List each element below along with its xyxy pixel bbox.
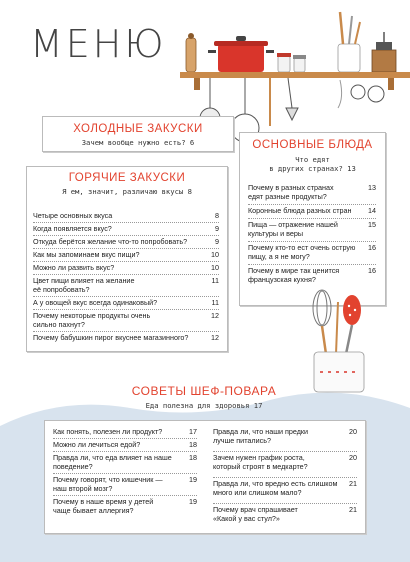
- divider: [213, 503, 357, 504]
- divider: [53, 495, 197, 496]
- shelf-board: [180, 72, 410, 78]
- toc-item-title: Правда ли, что вредно есть слишком много или слишком мало?: [213, 479, 338, 497]
- toc-item[interactable]: [248, 183, 376, 201]
- main-dishes-panel: [239, 132, 386, 306]
- divider: [248, 264, 376, 265]
- toc-item-page: 20: [349, 427, 357, 436]
- divider: [33, 274, 219, 275]
- toc-item-title: Почему врач спрашивает «Какой у вас стул?»: [213, 505, 298, 523]
- toc-item-title: Откуда берётся желание что-то попробовать?: [33, 237, 188, 246]
- divider: [33, 235, 219, 236]
- divider: [33, 309, 219, 310]
- toc-item[interactable]: [248, 206, 376, 215]
- divider: [248, 204, 376, 205]
- divider: [33, 331, 219, 332]
- toc-item[interactable]: [53, 427, 197, 436]
- utensil-jar-icon: [338, 12, 360, 72]
- toc-item[interactable]: [33, 298, 219, 307]
- toc-item-page: 14: [368, 206, 376, 215]
- toc-item-title: Пища — отражение нашей культуры и веры: [248, 220, 338, 238]
- divider: [53, 438, 197, 439]
- toc-item-title: Почему бабушкин пирог вкуснее магазинного?: [33, 333, 189, 342]
- hot-snacks-title: ГОРЯЧИЕ ЗАКУСКИ: [68, 172, 186, 184]
- toc-item-page: 11: [211, 276, 219, 285]
- toc-item[interactable]: [248, 243, 376, 261]
- toc-item-page: 21: [349, 505, 357, 514]
- toc-item-page: 12: [211, 333, 219, 342]
- spoon-icon: [336, 302, 338, 354]
- divider: [33, 261, 219, 262]
- toc-item-title: Цвет пищи влияет на желание её попробовать?: [33, 276, 135, 294]
- toc-item[interactable]: [213, 479, 357, 497]
- toc-item[interactable]: [213, 427, 357, 445]
- divider: [248, 241, 376, 242]
- divider: [248, 218, 376, 219]
- whisk-icon: [313, 290, 331, 354]
- toc-item[interactable]: [53, 497, 197, 515]
- toc-item[interactable]: [33, 276, 219, 294]
- toc-item-page: 10: [211, 250, 219, 259]
- toc-item-page: 9: [215, 224, 219, 233]
- cold-snacks-panel: [42, 116, 234, 152]
- coffee-grinder-icon: [372, 32, 396, 72]
- divider: [53, 473, 197, 474]
- toc-item-title: Как понять, полезен ли продукт?: [53, 427, 163, 436]
- toc-item-page: 19: [189, 475, 197, 484]
- toc-item[interactable]: [33, 237, 219, 246]
- toc-item-page: 16: [368, 266, 376, 275]
- main-dishes-title: ОСНОВНЫЕ БЛЮДА: [252, 139, 373, 151]
- toc-item[interactable]: [248, 220, 376, 238]
- chef-tips-subtitle: Еда полезна для здоровья 17: [145, 401, 263, 410]
- toc-item-page: 18: [189, 453, 197, 462]
- divider: [33, 222, 219, 223]
- toc-item[interactable]: [33, 311, 219, 329]
- whisk-jar-illustration: [300, 288, 380, 398]
- toc-item[interactable]: [213, 505, 357, 523]
- toc-item-title: Зачем нужен график роста, который строят в медкарте?: [213, 453, 308, 471]
- toc-item-title: Можно ли лечиться едой?: [53, 440, 141, 449]
- red-pot-icon: [208, 36, 274, 72]
- toc-item[interactable]: [33, 211, 219, 220]
- page-title: МЕНЮ: [30, 22, 167, 66]
- toc-item[interactable]: [33, 224, 219, 233]
- toc-item-page: 11: [211, 298, 219, 307]
- toc-item-title: Почему в наше время у детей чаще бывает аллергия?: [53, 497, 154, 515]
- chef-tips-title: СОВЕТЫ ШЕФ-ПОВАРА: [131, 384, 277, 398]
- toc-item-title: А у овощей вкус всегда одинаковый?: [33, 298, 158, 307]
- toc-item-page: 21: [349, 479, 357, 488]
- toc-item-page: 17: [189, 427, 197, 436]
- toc-item-page: 8: [215, 211, 219, 220]
- toc-item-page: 10: [211, 263, 219, 272]
- hot-snacks-panel: [26, 166, 228, 352]
- toc-item[interactable]: [33, 333, 219, 342]
- cold-snacks-title: ХОЛОДНЫЕ ЗАКУСКИ: [73, 123, 203, 135]
- toc-item-title: Почему в мире так ценится французская кухня?: [248, 266, 340, 284]
- divider: [33, 296, 219, 297]
- divider: [213, 477, 357, 478]
- divider: [53, 451, 197, 452]
- toc-item-title: Почему некоторые продукты очень сильно пахнут?: [33, 311, 151, 329]
- jar-icon: [277, 53, 306, 72]
- toc-item-title: Почему в разных странах едят разные продукты?: [248, 183, 334, 201]
- chef-tips-panel: [44, 420, 366, 534]
- toc-item-title: Правда ли, что наши предки лучше питались?: [213, 427, 309, 445]
- toc-item[interactable]: [213, 453, 357, 471]
- toc-item-page: 12: [211, 311, 219, 320]
- toc-item-page: 15: [368, 220, 376, 229]
- toc-item-title: Коронные блюда разных стран: [248, 206, 352, 215]
- toc-item[interactable]: [248, 266, 376, 284]
- toc-item[interactable]: [53, 453, 197, 471]
- divider: [213, 451, 357, 452]
- toc-item[interactable]: [33, 263, 219, 272]
- toc-item-title: Правда ли, что еда влияет на наше поведение?: [53, 453, 172, 471]
- toc-item-title: Как мы запоминаем вкус пищи?: [33, 250, 140, 259]
- toc-item-page: 13: [368, 183, 376, 192]
- main-dishes-subtitle: Что едят в других странах? 13: [269, 155, 356, 173]
- toc-item[interactable]: [53, 440, 197, 449]
- toc-item-title: Можно ли развить вкус?: [33, 263, 115, 272]
- hot-snacks-subtitle: Я ем, значит, различаю вкусы 8: [62, 187, 192, 196]
- toc-item-page: 20: [349, 453, 357, 462]
- ladle-icon: [343, 295, 361, 354]
- pepper-grinder-icon: [186, 33, 196, 72]
- toc-item-title: Четыре основных вкуса: [33, 211, 113, 220]
- toc-item-title: Почему кто-то ест очень острую пищу, а я не могу?: [248, 243, 356, 261]
- toc-item-title: Когда появляется вкус?: [33, 224, 112, 233]
- toc-item[interactable]: [33, 250, 219, 259]
- cold-snacks-item[interactable]: Зачем вообще нужно есть? 6: [81, 138, 195, 147]
- toc-item[interactable]: [53, 475, 197, 493]
- toc-item-title: Почему говорят, что кишечник — наш второй мозг?: [53, 475, 163, 493]
- toc-item-page: 19: [189, 497, 197, 506]
- toc-item-page: 9: [215, 237, 219, 246]
- toc-item-page: 18: [189, 440, 197, 449]
- toc-item-page: 16: [368, 243, 376, 252]
- divider: [33, 248, 219, 249]
